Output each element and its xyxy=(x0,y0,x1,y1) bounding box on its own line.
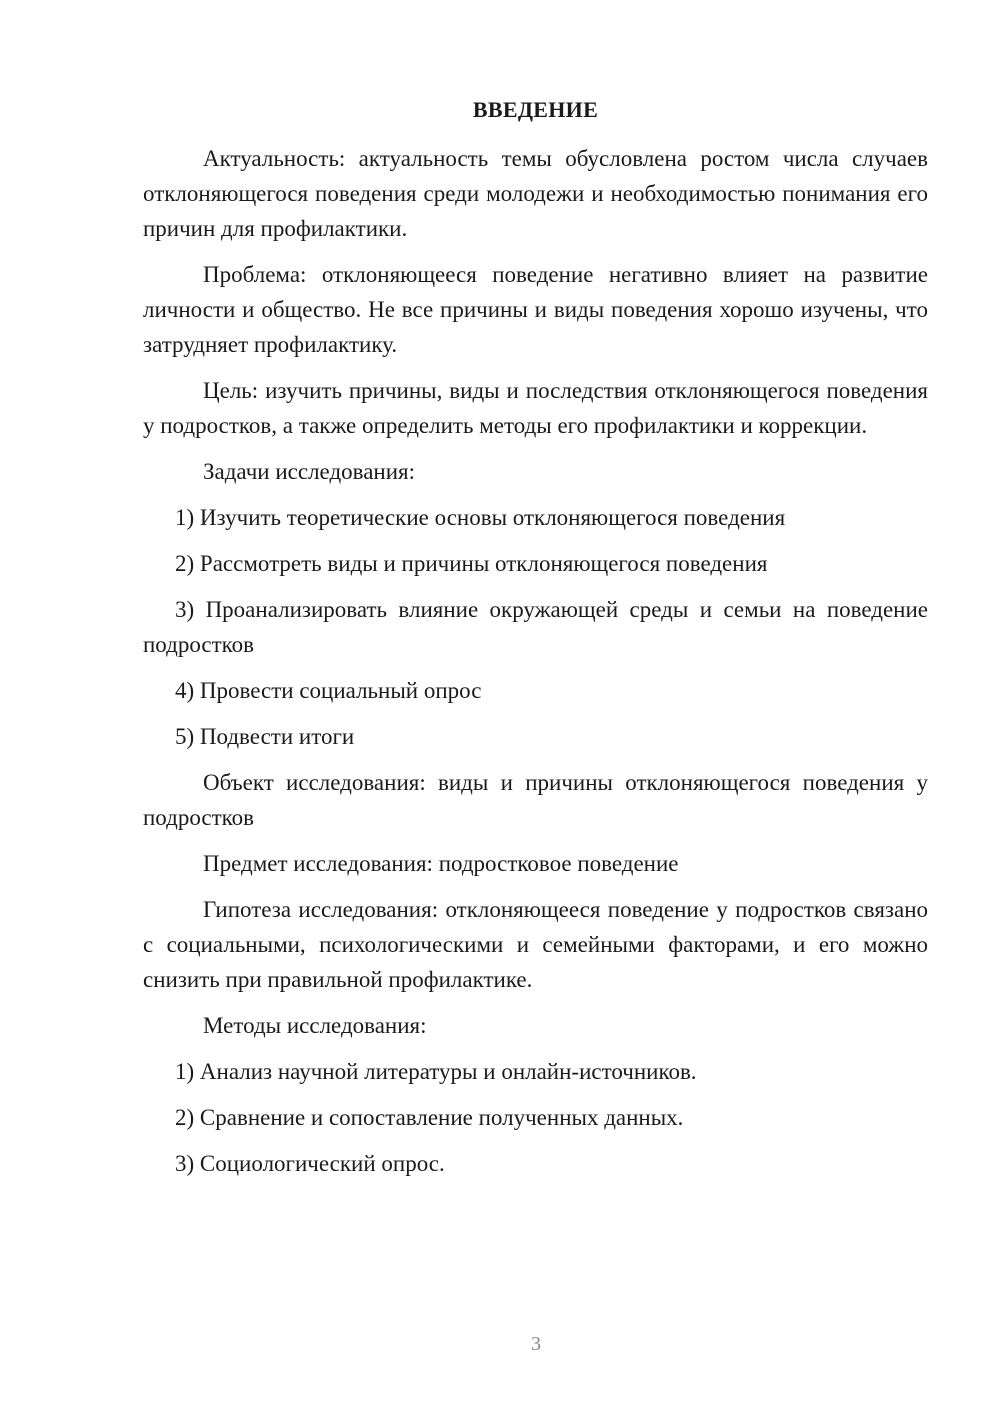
hypothesis-paragraph: Гипотеза исследования: отклоняющееся поведение у подростков связано с социальными, психологическими и семейными факторами, и его можно снизить при правильной профилактике. xyxy=(143,897,928,992)
task-item: 3) Проанализировать влияние окружающей среды и семьи на поведение подростков xyxy=(143,597,928,657)
task-item: 4) Провести социальный опрос xyxy=(175,678,482,703)
task-item: 2) Рассмотреть виды и причины отклоняющегося поведения xyxy=(175,551,768,576)
method-item: 2) Сравнение и сопоставление полученных данных. xyxy=(175,1105,684,1130)
goal-paragraph: Цель: изучить причины, виды и последствия отклоняющегося поведения у подростков, а также определить методы его профилактики и коррекции. xyxy=(143,378,928,438)
method-item: 1) Анализ научной литературы и онлайн-источников. xyxy=(175,1059,697,1084)
task-item: 1) Изучить теоретические основы отклоняющегося поведения xyxy=(175,505,786,530)
tasks-heading: Задачи исследования: xyxy=(203,459,416,484)
object-paragraph: Объект исследования: виды и причины отклоняющегося поведения у подростков xyxy=(143,770,928,830)
problem-paragraph: Проблема: отклоняющееся поведение негативно влияет на развитие личности и общество. Не все причины и виды поведения хорошо изучены, что затрудняет профилактику. xyxy=(143,262,928,357)
document-body xyxy=(143,141,928,1192)
subject-paragraph: Предмет исследования: подростковое поведение xyxy=(203,851,679,876)
methods-heading: Методы исследования: xyxy=(203,1013,427,1038)
section-title: ВВЕДЕНИЕ xyxy=(472,97,599,122)
relevance-paragraph: Актуальность: актуальность темы обусловлена ростом числа случаев отклоняющегося поведения среди молодежи и необходимостью понимания его причин для профилактики. xyxy=(143,146,928,241)
page-number: 3 xyxy=(531,1333,541,1355)
method-item: 3) Социологический опрос. xyxy=(175,1151,445,1176)
task-item: 5) Подвести итоги xyxy=(175,724,355,749)
